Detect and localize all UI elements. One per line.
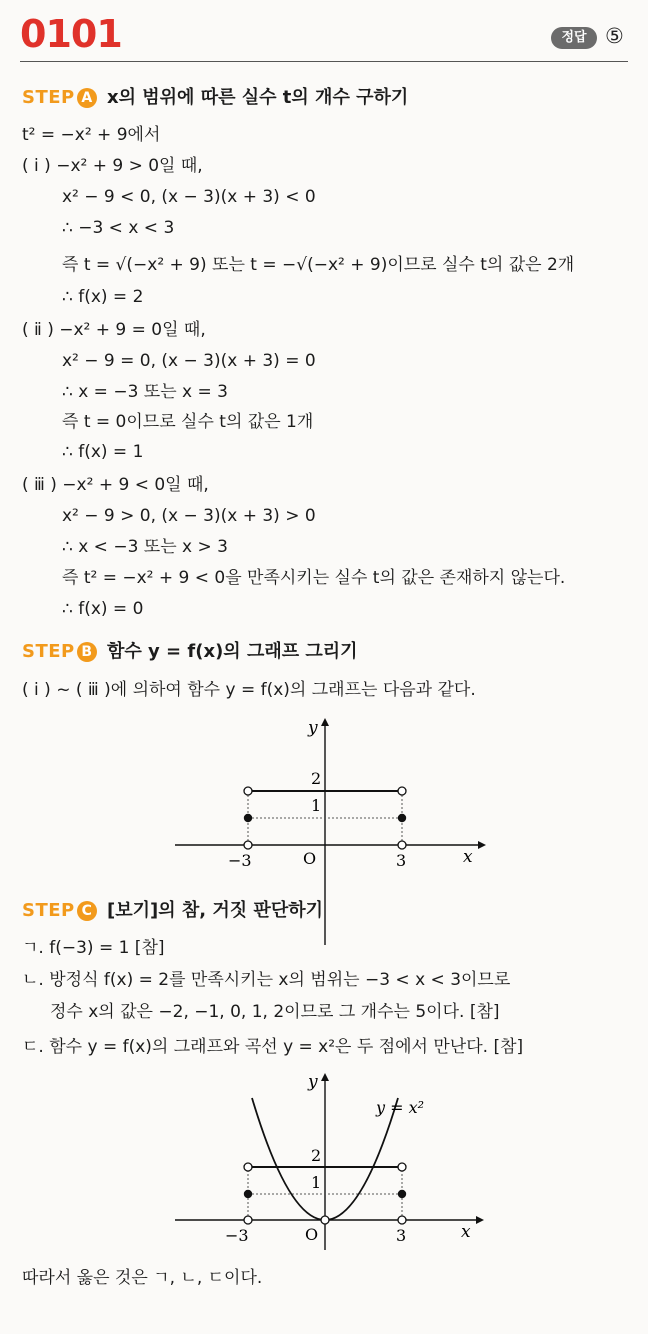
answer-value: ⑤ (605, 24, 624, 48)
step-c-line: ㄷ. 함수 y = f(x)의 그래프와 곡선 y = x²은 두 점에서 만난다. [참] (22, 1037, 524, 1057)
graph1-x-label: x (463, 847, 473, 867)
graph1-tick-y1: 1 (311, 796, 322, 815)
step-a-line: ∴ f(x) = 1 (62, 442, 144, 462)
step-a-line: x² − 9 < 0, (x − 3)(x + 3) < 0 (62, 187, 316, 207)
step-a-line: t² = −x² + 9에서 (22, 125, 161, 145)
step-b-tag: STEP (22, 641, 75, 662)
step-c-tag: STEP (22, 900, 75, 921)
step-a-line: ∴ x = −3 또는 x = 3 (62, 382, 228, 402)
conclusion: 따라서 옳은 것은 ㄱ, ㄴ, ㄷ이다. (22, 1268, 263, 1288)
graph2-x-label: x (461, 1222, 471, 1242)
graph2-open-point (321, 1216, 329, 1224)
step-c-letter: C (77, 901, 97, 921)
graph1-origin-label: O (303, 849, 317, 868)
step-a-line: 즉 t = √(−x² + 9) 또는 t = −√(−x² + 9)이므로 실수 t의 값은 2개 (62, 255, 575, 275)
graph2-tick-x-left: −3 (225, 1226, 249, 1245)
step-a-line: ∴ x < −3 또는 x > 3 (62, 537, 228, 557)
step-a-letter: A (77, 88, 97, 108)
step-a-line: ( ⅱ ) −x² + 9 = 0일 때, (22, 320, 206, 340)
step-c-line: 정수 x의 값은 −2, −1, 0, 1, 2이므로 그 개수는 5이다. [참] (50, 1002, 500, 1022)
step-a-line: 즉 t² = −x² + 9 < 0을 만족시키는 실수 t의 값은 존재하지 않는다. (62, 568, 566, 588)
graph2-open-point (244, 1163, 252, 1171)
step-c-title: [보기]의 참, 거짓 판단하기 (107, 900, 323, 921)
step-b-letter: B (77, 642, 97, 662)
graph2-origin-label: O (305, 1225, 319, 1244)
step-c-line: ㄱ. f(−3) = 1 [참] (22, 938, 165, 958)
step-a-line: x² − 9 > 0, (x − 3)(x + 3) > 0 (62, 506, 316, 526)
graph2-filled-point (398, 1190, 406, 1198)
graph2-tick-x-right: 3 (396, 1226, 407, 1245)
step-a-line: ∴ f(x) = 0 (62, 599, 144, 619)
graph2-open-point (398, 1216, 406, 1224)
graph2-x-arrow (476, 1216, 484, 1224)
step-b-title: 함수 y = f(x)의 그래프 그리기 (107, 641, 358, 662)
graph2-filled-point (244, 1190, 252, 1198)
problem-number: 0101 (20, 12, 122, 56)
graph2-y-label: y (308, 1072, 318, 1092)
step-c-line: ㄴ. 방정식 f(x) = 2를 만족시키는 x의 범위는 −3 < x < 3이므로 (22, 970, 511, 990)
step-b-line: ( ⅰ ) ~ ( ⅲ )에 의하여 함수 y = f(x)의 그래프는 다음과 같다. (22, 680, 476, 700)
graph2-curve-label: y = x² (376, 1098, 425, 1117)
answer-badge: 정답 (551, 27, 597, 49)
step-a-line: ∴ f(x) = 2 (62, 287, 144, 307)
step-a-line: x² − 9 = 0, (x − 3)(x + 3) = 0 (62, 351, 316, 371)
step-a-line: ( ⅰ ) −x² + 9 > 0일 때, (22, 156, 203, 176)
step-a-line: ∴ −3 < x < 3 (62, 218, 175, 238)
graph2-tick-y2: 2 (311, 1146, 322, 1165)
graph2-open-point (398, 1163, 406, 1171)
graph1-tick-x-left: −3 (228, 851, 252, 870)
step-a-title: x의 범위에 따른 실수 t의 개수 구하기 (107, 87, 409, 108)
graph1-y-label: y (308, 718, 318, 738)
step-a-line: ( ⅲ ) −x² + 9 < 0일 때, (22, 475, 209, 495)
graph2-tick-y1: 1 (311, 1173, 322, 1192)
graph1-tick-y2: 2 (311, 769, 322, 788)
graph1-tick-x-right: 3 (396, 851, 407, 870)
step-a-line: 즉 t = 0이므로 실수 t의 값은 1개 (62, 412, 314, 432)
step-a-tag: STEP (22, 87, 75, 108)
graph2-open-point (244, 1216, 252, 1224)
graph2-y-arrow (321, 1073, 329, 1081)
